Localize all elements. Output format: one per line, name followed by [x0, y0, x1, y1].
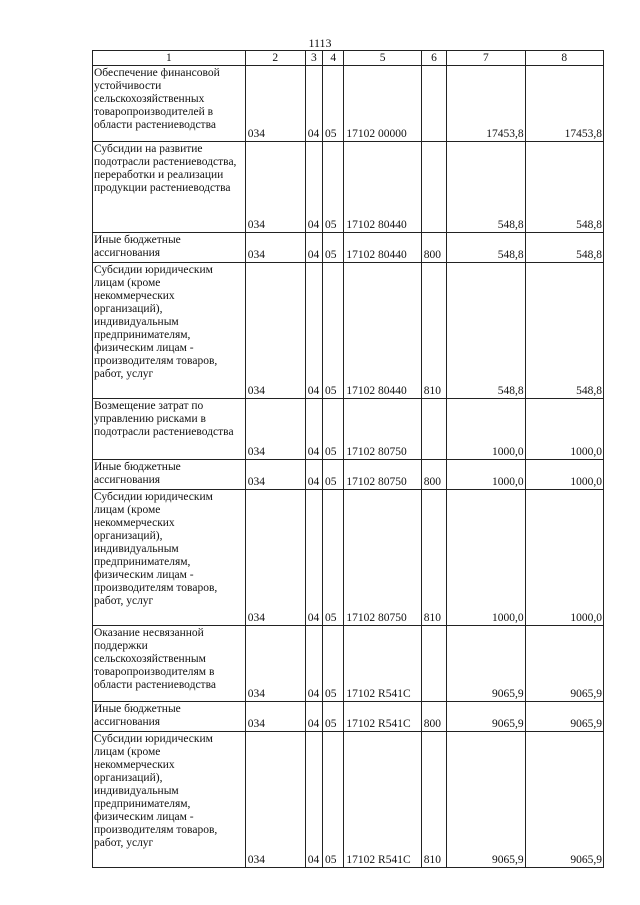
row-col-7-cell: 1000,0	[447, 490, 525, 626]
row-col-6-cell: 810	[421, 732, 446, 868]
row-col-6-cell	[421, 626, 446, 702]
row-col-4-cell: 05	[323, 399, 344, 460]
table-row	[93, 626, 604, 702]
row-col-4-cell: 05	[323, 263, 344, 399]
row-col-8-cell: 9065,9	[525, 702, 603, 732]
header-cell: 4	[323, 51, 344, 66]
row-col-5-cell: 17102 80750	[344, 490, 421, 626]
row-col-2-cell: 034	[245, 66, 305, 142]
table-row	[93, 233, 604, 263]
page-number: 1113	[308, 36, 332, 50]
row-col-5-cell: 17102 00000	[344, 66, 421, 142]
row-col-7-cell: 548,8	[447, 263, 525, 399]
table-row	[93, 142, 604, 233]
header-cell: 3	[305, 51, 322, 66]
row-col-4-cell: 05	[323, 732, 344, 868]
row-name-cell: Иные бюджетные ассигнования	[93, 460, 246, 490]
row-col-8-cell: 1000,0	[525, 460, 603, 490]
row-name-cell: Субсидии юридическим лицам (кроме некоммерческих организаций), индивидуальным предпринимателям, физическим лицам - производителям товаров, работ, услуг	[93, 732, 246, 868]
row-col-5-cell: 17102 R541С	[344, 626, 421, 702]
table-row	[93, 399, 604, 460]
row-name-cell: Субсидии на развитие подотрасли растениеводства, переработки и реализации продукции растениеводства	[93, 142, 246, 233]
row-col-6-cell: 810	[421, 490, 446, 626]
row-col-4-cell: 05	[323, 490, 344, 626]
row-col-5-cell: 17102 R541С	[344, 702, 421, 732]
row-col-7-cell: 548,8	[447, 142, 525, 233]
table-row	[93, 702, 604, 732]
row-col-8-cell: 548,8	[525, 142, 603, 233]
row-name-cell: Обеспечение финансовой устойчивости сельскохозяйственных товаропроизводителей в области растениеводства	[93, 66, 246, 142]
row-col-2-cell: 034	[245, 460, 305, 490]
row-col-7-cell: 9065,9	[447, 626, 525, 702]
row-col-5-cell: 17102 80440	[344, 233, 421, 263]
row-col-2-cell: 034	[245, 702, 305, 732]
row-name-cell: Субсидии юридическим лицам (кроме некоммерческих организаций), индивидуальным предпринимателям, физическим лицам - производителям товаров, работ, услуг	[93, 490, 246, 626]
row-col-3-cell: 04	[305, 66, 322, 142]
row-col-8-cell: 548,8	[525, 263, 603, 399]
row-col-7-cell: 9065,9	[447, 732, 525, 868]
row-col-6-cell: 810	[421, 263, 446, 399]
row-col-6-cell	[421, 66, 446, 142]
row-col-3-cell: 04	[305, 732, 322, 868]
table-row	[93, 732, 604, 868]
row-col-4-cell: 05	[323, 142, 344, 233]
row-name-cell: Оказание несвязанной поддержки сельскохозяйственным товаропроизводителям в области растениеводства	[93, 626, 246, 702]
row-col-8-cell: 9065,9	[525, 732, 603, 868]
row-name-cell: Возмещение затрат по управлению рисками в подотрасли растениеводства	[93, 399, 246, 460]
row-col-3-cell: 04	[305, 702, 322, 732]
row-col-8-cell: 17453,8	[525, 66, 603, 142]
row-col-2-cell: 034	[245, 490, 305, 626]
row-col-8-cell: 1000,0	[525, 490, 603, 626]
row-col-3-cell: 04	[305, 399, 322, 460]
row-col-4-cell: 05	[323, 460, 344, 490]
table-row	[93, 460, 604, 490]
row-col-6-cell: 800	[421, 702, 446, 732]
row-col-7-cell: 1000,0	[447, 399, 525, 460]
header-cell: 2	[245, 51, 305, 66]
row-col-3-cell: 04	[305, 233, 322, 263]
row-col-2-cell: 034	[245, 399, 305, 460]
row-name-cell: Иные бюджетные ассигнования	[93, 702, 246, 732]
header-cell: 6	[421, 51, 446, 66]
row-col-8-cell: 9065,9	[525, 626, 603, 702]
row-col-3-cell: 04	[305, 490, 322, 626]
row-col-6-cell	[421, 399, 446, 460]
row-col-5-cell: 17102 80750	[344, 399, 421, 460]
row-col-4-cell: 05	[323, 233, 344, 263]
row-col-6-cell: 800	[421, 460, 446, 490]
row-name-cell: Иные бюджетные ассигнования	[93, 233, 246, 263]
table-body	[93, 51, 604, 868]
row-col-5-cell: 17102 80440	[344, 142, 421, 233]
table-row	[93, 66, 604, 142]
budget-table	[92, 50, 604, 868]
table-row	[93, 490, 604, 626]
row-col-7-cell: 9065,9	[447, 702, 525, 732]
row-col-2-cell: 034	[245, 142, 305, 233]
row-col-6-cell	[421, 142, 446, 233]
row-col-2-cell: 034	[245, 233, 305, 263]
row-col-2-cell: 034	[245, 626, 305, 702]
row-col-7-cell: 17453,8	[447, 66, 525, 142]
row-col-3-cell: 04	[305, 263, 322, 399]
row-col-8-cell: 1000,0	[525, 399, 603, 460]
header-cell: 8	[525, 51, 603, 66]
row-col-4-cell: 05	[323, 66, 344, 142]
table-row	[93, 263, 604, 399]
row-col-4-cell: 05	[323, 702, 344, 732]
table-header-row	[93, 51, 604, 66]
row-col-2-cell: 034	[245, 732, 305, 868]
header-cell: 7	[447, 51, 525, 66]
header-cell: 5	[344, 51, 421, 66]
row-col-5-cell: 17102 80750	[344, 460, 421, 490]
row-name-cell: Субсидии юридическим лицам (кроме некоммерческих организаций), индивидуальным предпринимателям, физическим лицам - производителям товаров, работ, услуг	[93, 263, 246, 399]
header-cell: 1	[93, 51, 246, 66]
row-col-7-cell: 1000,0	[447, 460, 525, 490]
row-col-3-cell: 04	[305, 460, 322, 490]
row-col-7-cell: 548,8	[447, 233, 525, 263]
row-col-5-cell: 17102 80440	[344, 263, 421, 399]
row-col-4-cell: 05	[323, 626, 344, 702]
row-col-3-cell: 04	[305, 626, 322, 702]
row-col-3-cell: 04	[305, 142, 322, 233]
row-col-2-cell: 034	[245, 263, 305, 399]
row-col-6-cell: 800	[421, 233, 446, 263]
row-col-5-cell: 17102 R541С	[344, 732, 421, 868]
row-col-8-cell: 548,8	[525, 233, 603, 263]
